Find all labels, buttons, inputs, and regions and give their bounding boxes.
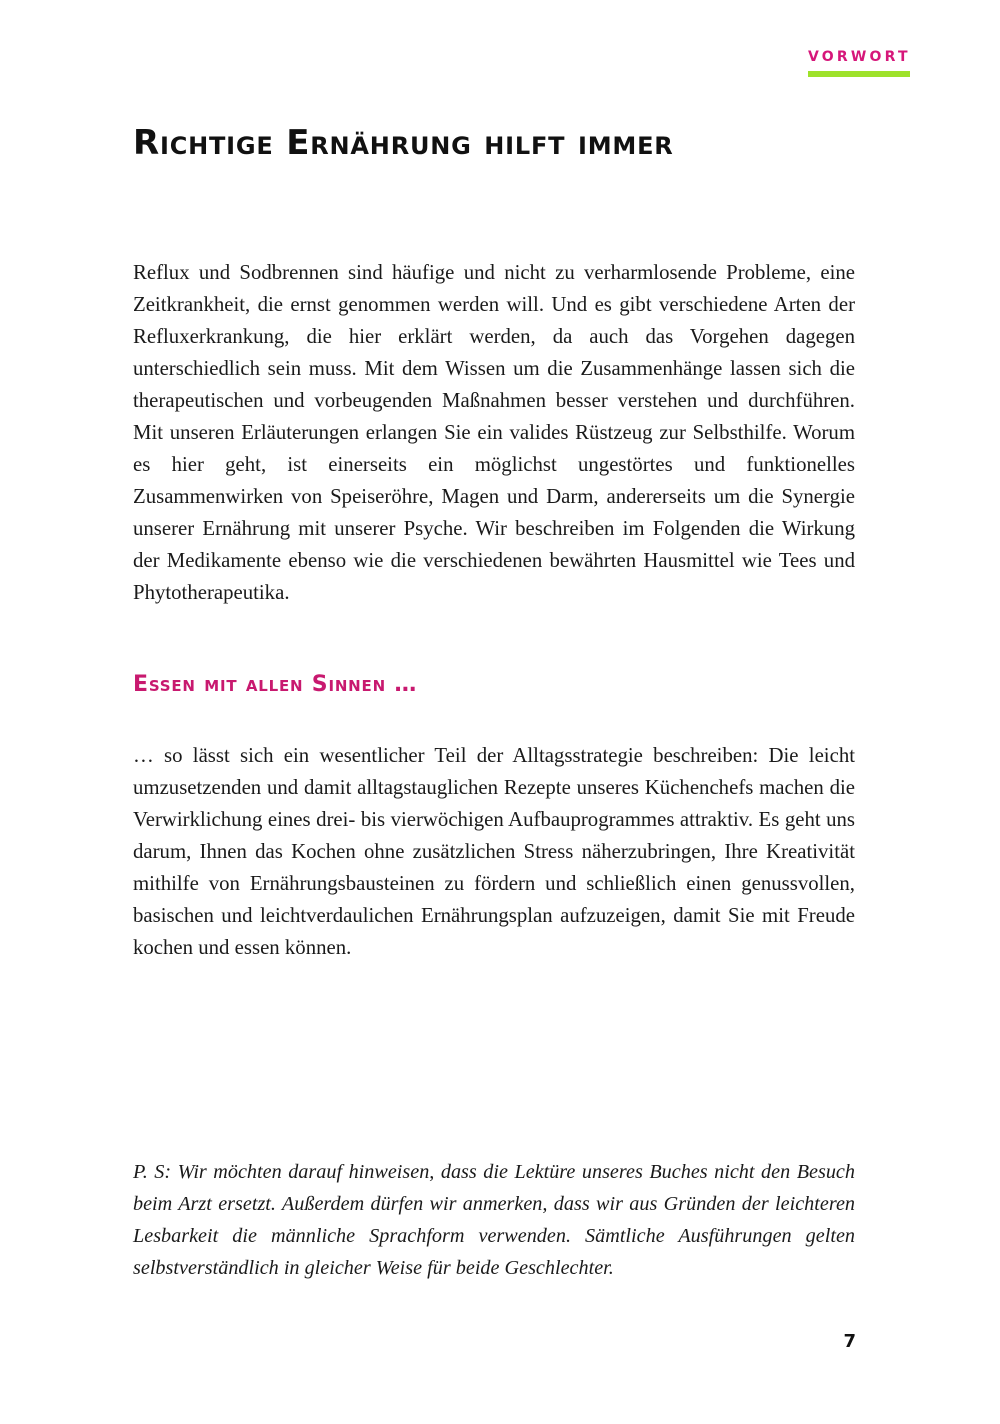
footnote-paragraph: P. S: Wir möchten darauf hinweisen, dass die Lektüre unseres Buches nicht den Besuch beim Arzt ersetzt. Außerdem dürfen wir anmerken, dass wir aus Gründen der leichteren Lesbarkeit die männliche Sprachform verwenden. Sämtliche Ausführungen gelten selbstverständlich in gleicher Weise für beide Geschlechter. [133,1161,855,1279]
section-heading: Essen mit allen Sinnen … [133,672,418,697]
page-title: Richtige Ernährung hilft immer [133,123,674,163]
running-head [808,48,910,77]
running-head-label: VORWORT [808,49,911,65]
intro-paragraph: Reflux und Sodbrennen sind häufige und nicht zu verharmlosende Probleme, eine Zeitkrankheit, die ernst genommen werden will. Und es gibt verschiedene Arten der Refluxerkrankung, die hier erklärt werden, da auch das Vorgehen dagegen unterschiedlich sein muss. Mit dem Wissen um die Zusammenhänge lassen sich die therapeutischen und vorbeugenden Maßnahmen besser verstehen und durchführen. Mit unseren Erläuterungen erlangen Sie ein valides Rüstzeug zur Selbsthilfe. Worum es hier geht, ist einerseits ein möglichst ungestörtes und funktionelles Zusammenwirken von Speiseröhre, Magen und Darm, andererseits um die Synergie unserer Ernährung mit unserer Psyche. Wir beschreiben im Folgenden die Wirkung der Medikamente ebenso wie die verschiedenen bewährten Hausmittel wie Tees und Phytotherapeutika. [133,261,855,604]
page-number: 7 [843,1331,856,1352]
running-head-accent-bar [808,71,910,77]
section-paragraph: … so lässt sich ein wesentlicher Teil der Alltagsstrategie beschreiben: Die leicht umzusetzenden und damit alltagstauglichen Rezepte unseres Küchenchefs machen die Verwirklichung eines drei- bis vierwöchigen Aufbauprogrammes attraktiv. Es geht uns darum, Ihnen das Kochen ohne zusätzlichen Stress näherzubringen, Ihre Kreativität mithilfe von Ernährungsbausteinen zu fördern und schließlich einen genussvollen, basischen und leichtverdaulichen Ernährungsplan aufzuzeigen, damit Sie mit Freude kochen und essen können. [133,744,855,959]
